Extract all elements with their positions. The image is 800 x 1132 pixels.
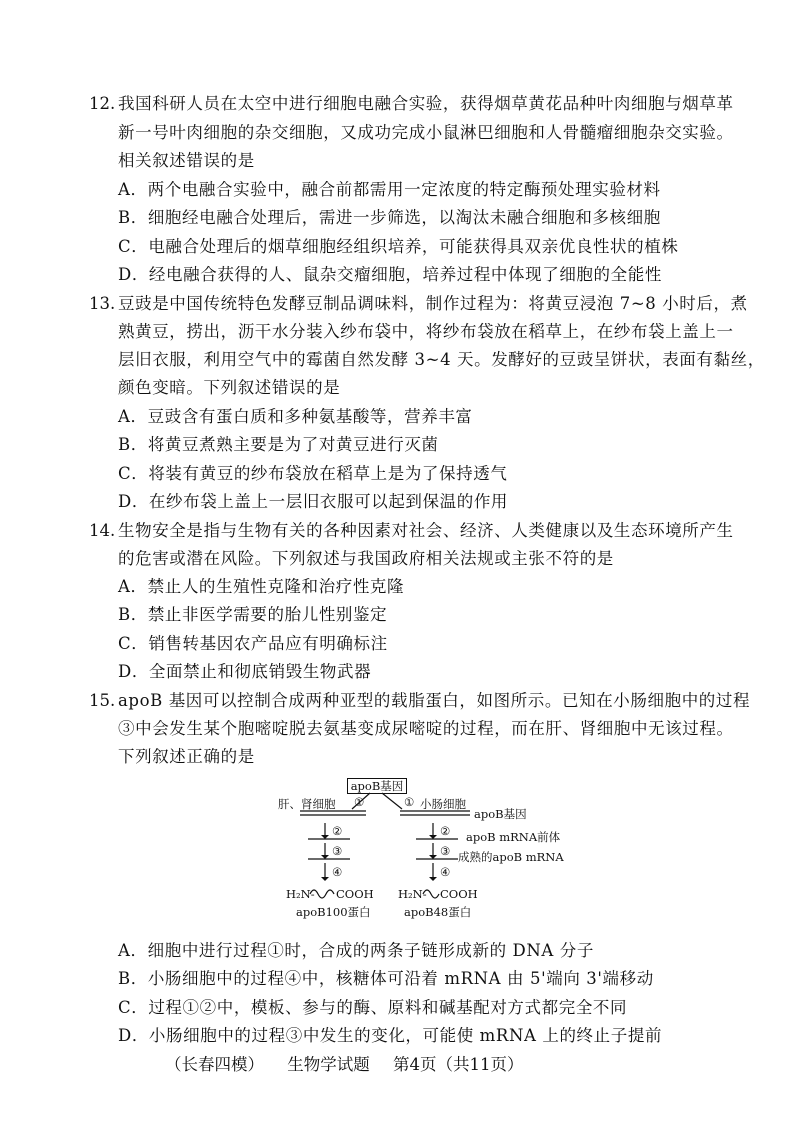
right-n-terminus: H₂N- bbox=[398, 887, 427, 901]
footer-page-number: 第4页（共11页） bbox=[393, 1055, 524, 1074]
apob-expression-diagram bbox=[270, 773, 570, 925]
page-footer bbox=[165, 1054, 542, 1076]
right-c-terminus: COOH bbox=[440, 887, 478, 901]
q15-stem-line2: ③中会发生某个胞嘧啶脱去氨基变成尿嘧啶的过程，而在肝、肾细胞中无该过程。 bbox=[118, 719, 734, 738]
q13-number: 13. bbox=[89, 294, 116, 313]
left-step3-label: ③ bbox=[332, 844, 343, 858]
footer-subject: 生物学试题 bbox=[287, 1055, 370, 1074]
q14-option-b: B．禁止非医学需要的胎儿性别鉴定 bbox=[118, 605, 388, 624]
q14-option-a: A．禁止人的生殖性克隆和治疗性克隆 bbox=[118, 577, 405, 596]
right-step4-label: ④ bbox=[440, 865, 451, 879]
q14-number: 14. bbox=[89, 521, 116, 540]
q13-option-d: D．在纱布袋上盖上一层旧衣服可以起到保温的作用 bbox=[118, 492, 509, 511]
left-step2-label: ② bbox=[332, 824, 343, 838]
apob-gene-box: apoB基因 bbox=[347, 778, 407, 794]
q15-stem-line3: 下列叙述正确的是 bbox=[118, 747, 255, 766]
liver-kidney-cell-label: 肝、肾细胞 bbox=[278, 797, 336, 811]
apob100-protein-label: apoB100蛋白 bbox=[296, 905, 371, 919]
q12-option-a: A．两个电融合实验中，融合前都需用一定浓度的特定酶预处理实验材料 bbox=[118, 180, 661, 199]
mrna-precursor-label: apoB mRNA前体 bbox=[466, 830, 561, 844]
q12-stem-line1: 我国科研人员在太空中进行细胞电融合实验，获得烟草黄花品种叶肉细胞与烟草革 bbox=[118, 94, 734, 113]
left-step4-label: ④ bbox=[332, 865, 343, 879]
q15-option-c: C．过程①②中，模板、参与的酶、原料和碱基配对方式都完全不同 bbox=[118, 998, 628, 1017]
left-c-terminus: COOH bbox=[336, 887, 374, 901]
q13-stem-line4: 颜色变暗。下列叙述错误的是 bbox=[118, 378, 341, 397]
footer-exam-name: （长春四模） bbox=[165, 1055, 264, 1074]
q15-stem-line1: apoB 基因可以控制合成两种亚型的载脂蛋白，如图所示。已知在小肠细胞中的过程 bbox=[118, 691, 751, 710]
q14-stem-line2: 的危害或潜在风险。下列叙述与我国政府相关法规或主张不符的是 bbox=[118, 549, 614, 568]
q13-option-c: C．将装有黄豆的纱布袋放在稻草上是为了保持透气 bbox=[118, 464, 508, 483]
q15-option-b: B．小肠细胞中的过程④中，核糖体可沿着 mRNA 由 5'端向 3'端移动 bbox=[118, 969, 654, 988]
q12-stem-line3: 相关叙述错误的是 bbox=[118, 151, 255, 170]
mature-mrna-label: 成熟的apoB mRNA bbox=[458, 850, 564, 864]
q13-stem-line1: 豆豉是中国传统特色发酵豆制品调味料，制作过程为：将黄豆浸泡 7~8 小时后，煮 bbox=[118, 294, 748, 313]
diagram-lines bbox=[270, 773, 570, 925]
left-n-terminus: H₂N- bbox=[286, 887, 315, 901]
right-apob-gene-label: apoB基因 bbox=[474, 807, 527, 821]
q14-option-d: D．全面禁止和彻底销毁生物武器 bbox=[118, 662, 372, 681]
small-intestine-cell-label: 小肠细胞 bbox=[420, 797, 466, 811]
q12-option-b: B．细胞经电融合处理后，需进一步筛选，以淘汰未融合细胞和多核细胞 bbox=[118, 208, 661, 227]
right-step3-label: ③ bbox=[440, 844, 451, 858]
q15-option-a: A．细胞中进行过程①时，合成的两条子链形成新的 DNA 分子 bbox=[118, 941, 594, 960]
q15-option-d: D．小肠细胞中的过程③中发生的变化，可能使 mRNA 上的终止子提前 bbox=[118, 1026, 663, 1045]
q13-option-a: A．豆豉含有蛋白质和多种氨基酸等，营养丰富 bbox=[118, 407, 473, 426]
q12-option-d: D．经电融合获得的人、鼠杂交瘤细胞，培养过程中体现了细胞的全能性 bbox=[118, 265, 662, 284]
q14-stem-line1: 生物安全是指与生物有关的各种因素对社会、经济、人类健康以及生态环境所产生 bbox=[118, 521, 734, 540]
q12-stem-line2: 新一号叶肉细胞的杂交细胞，又成功完成小鼠淋巴细胞和人骨髓瘤细胞杂交实验。 bbox=[118, 123, 734, 142]
right-step2-label: ② bbox=[440, 824, 451, 838]
q14-option-c: C．销售转基因农产品应有明确标注 bbox=[118, 634, 388, 653]
q12-number: 12. bbox=[89, 94, 116, 113]
q13-stem-line2: 熟黄豆，捞出，沥干水分装入纱布袋中，将纱布袋放在稻草上，在纱布袋上盖上一 bbox=[118, 322, 734, 341]
q12-option-c: C．电融合处理后的烟草细胞经组织培养，可能获得具双亲优良性状的植株 bbox=[118, 237, 679, 256]
right-step1-label: ① bbox=[404, 795, 415, 809]
q13-stem-line3: 层旧衣服，利用空气中的霉菌自然发酵 3~4 天。发酵好的豆豉呈饼状，表面有黏丝， bbox=[118, 350, 765, 369]
apob48-protein-label: apoB48蛋白 bbox=[404, 905, 472, 919]
q13-option-b: B．将黄豆煮熟主要是为了对黄豆进行灭菌 bbox=[118, 435, 439, 454]
q15-number: 15. bbox=[89, 691, 116, 710]
left-step1-label: ① bbox=[354, 795, 365, 809]
